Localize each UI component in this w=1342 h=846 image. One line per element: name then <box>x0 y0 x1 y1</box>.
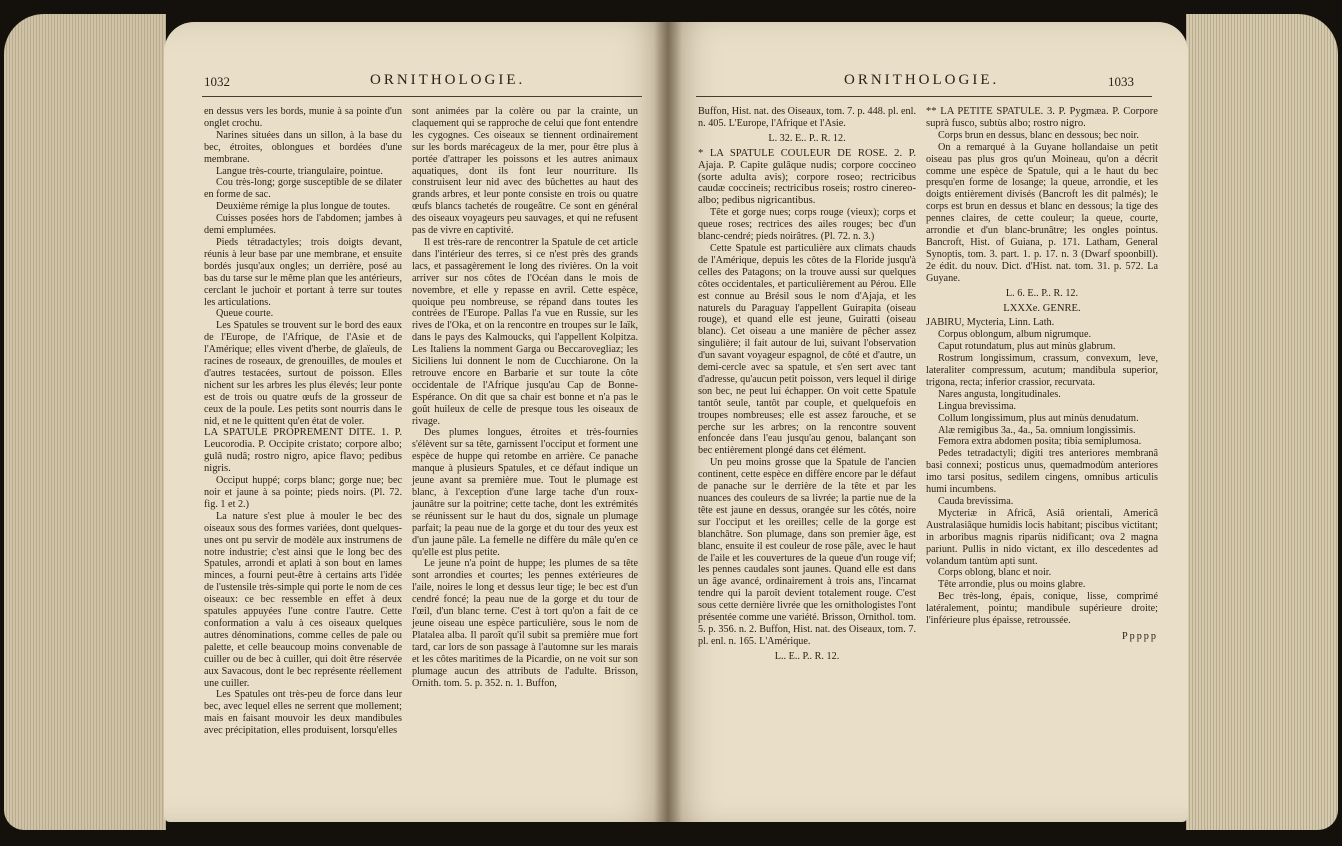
measure-line: L. 6. E.. P.. R. 12. <box>1005 287 1079 299</box>
paragraph: Buffon, Hist. nat. des Oiseaux, tom. 7. p. 448. pl. enl. n. 405. L'Europe, l'Afrique et l'Asie. <box>698 106 916 129</box>
right-column-2 <box>926 106 1158 643</box>
paragraph: Narines situées dans un sillon, à la base du bec, étroites, oblongues et bordées d'une membrane. <box>204 129 402 165</box>
paragraph: sont animées par la colère ou par la crainte, un claquement qui se rapproche de celui que font entendre les cygognes. Ces oiseaux se tiennent ordinairement sur les bords marécageux de la mer, pour être plus à portée d'attraper les poissons et les autres animaux aquatiques, dont ils font leur nourriture. Ils construisent leur nid avec des bûchettes au haut des grands arbres, et leur ponte consiste en trois ou quatre œufs blancs tachetés de rougeâtre. Ce sont en général des oiseaux voyageurs peu sauvages, et qui ne refusent pas de vivre en captivité. <box>412 106 638 237</box>
paragraph: Langue très-courte, triangulaire, pointue. <box>216 165 383 177</box>
signature-mark: Ppppp <box>1121 630 1158 642</box>
paragraph: Occiput huppé; corps blanc; gorge nue; bec noir et jaune à sa pointe; pieds noirs. (Pl. 72. fig. 1 et 2.) <box>204 475 402 510</box>
genus-name: JABIRU, Mycteria, Linn. Lath. <box>926 317 1055 329</box>
latin-trait: Cauda brevissima. <box>938 496 1014 507</box>
left-column-2 <box>412 106 638 689</box>
genus-heading: LXXXe. GENRE. <box>1003 302 1081 314</box>
paragraph: La nature s'est plue à mouler le bec des oiseaux sous des formes variées, dont quelques-unes ont pu servir de modèle aux instrumens de notre industrie; c'est ainsi que le long bec des Spatules, arrondi et aplati à son bout en lames minces, a fourni peut-être à certains arts l'idée de l'ustensile très-simple qui porte le nom de ces oiseaux: ce bec ressemble en effet à deux spatules appuyées l'une contre l'autre. Cette conformation a valu à ces oiseaux quelques autres dénominations, comme celles de pale ou palette, et celle beaucoup moins convenable de cuiller ou de bec à cuiller, qui doit être réservée aux Savacous, dont le bec représente réellement une cuiller. <box>204 510 402 689</box>
paragraph: Corps brun en dessus, blanc en dessous; bec noir. <box>938 129 1139 141</box>
open-book <box>4 0 1338 846</box>
left-page-number: 1032 <box>204 74 230 89</box>
left-column-1 <box>204 106 402 737</box>
latin-trait: Pedes tetradactyli; digiti tres anteriores membranâ basi connexi; posticus unus, quemadmodùm anteriores imo tarsi positus, sedilem cingens, omnibus articulis humi incumbens. <box>926 448 1158 496</box>
measure-line: L.. E.. P.. R. 12. <box>774 650 840 662</box>
paragraph: Cette Spatule est particulière aux climats chauds de l'Amérique, depuis les côtes de la Floride jusqu'à celles des Patagons; on la trouve aussi sur quelques côtes occidentales, et particulièrement au Pérou. Elle est connue au Brésil sous le nom d'Ajaja, et les naturels du Paraguay l'appellent Guirapita (oiseau rouge), et quand elle est jeune, Guiratti (oiseau blanc). Cet oiseau a une manière de pêcher assez singulière; il fait autour de lui, suivant l'observation d'un savant voyageur espagnol, de côté et d'autre, un demi-cercle avec sa spatule, et s'en sert avec tant d'adresse, qu'aucun petit poisson, vers lequel il dirige son bec, ne peut lui échapper. On voit cette Spatule tantôt seule, tantôt par couple, et quelquefois en troupes nombreuses; elle est assez farouche, et se perche sur les arbres; on la rencontre souvent enfoncée dans l'eau jusqu'au genou, balançant son bec entièrement plongé dans cet élément. <box>698 242 916 457</box>
left-page-edges <box>4 14 166 830</box>
right-running-head: ORNITHOLOGIE. <box>844 72 1000 88</box>
book-gutter <box>654 22 682 822</box>
paragraph: Cou très-long; gorge susceptible de se dilater en forme de sac. <box>204 177 402 201</box>
paragraph: On a remarqué à la Guyane hollandaise un petit oiseau pas plus gros qu'un Moineau, qu'on a décrit comme une espèce de Spatule, qui a le haut du bec presqu'en forme de losange; la queue, arrondie, et les doigts entièrement divisés (Bancroft les dit palmés); le corps est brun en dessus et blanc en dessous; la tige des pennes claires, de cette couleur; la queue, courte, arrondie et d'un blanc-brunâtre; les ongles pointus. Bancroft, Hist. of Guiana, p. 171. Latham, General Synoptis, tom. 3. part. 1. p. 17. n. 3 (Dwarf spoonbill). 2e édit. du nouv. Dict. d'Hist. nat. tom. 31. p. 572. La Guyane. <box>926 141 1158 284</box>
latin-trait: Alæ remigibus 3a., 4a., 5a. omnium longissimis. <box>938 424 1136 436</box>
right-header-rule <box>696 96 1152 97</box>
right-page-edges <box>1186 14 1338 830</box>
paragraph: Les Spatules se trouvent sur le bord des eaux de l'Europe, de l'Afrique, de l'Asie et de l'Amérique; elles vivent d'herbe, de glaïeuls, de racines de roseaux, de grenouilles, de moules et d'autres testacées, surtout de poisson. Elles nichent sur les arbres les plus élevés; leur ponte est de trois ou quatre œufs de la grosseur de ceux de la poule. Les petits sont nourris dans le nid, et ne le quittent qu'en état de voler. <box>204 320 402 427</box>
left-page <box>164 22 668 822</box>
latin-trait: Collum longissimum, plus aut minùs denudatum. <box>938 412 1139 424</box>
paragraph: Cuisses posées hors de l'abdomen; jambes à demi emplumées. <box>204 213 402 237</box>
paragraph: Deuxième rémige la plus longue de toutes. <box>216 201 390 213</box>
right-page-number: 1033 <box>1108 74 1134 89</box>
paragraph: Bec très-long, épais, conique, lisse, comprimé latéralement, pointu; mandibule supérieure droite; l'inférieure plus épaisse, retroussée. <box>926 591 1158 627</box>
paragraph: Tête et gorge nues; corps rouge (vieux); corps et queue roses; rectrices des ailes rouges; bec d'un blanc-cendré; pieds noirâtres. (Pl. 72. n. 3.) <box>698 207 916 243</box>
species-heading: LA SPATULE PROPREMENT DITE. 1. P. Leucorodia. P. Occipite cristato; corpore albo; gulâ nudâ; rostro nigro, apice flavo; pedibus nigris. <box>204 427 402 475</box>
latin-trait: Femora extra abdomen posita; tibia semiplumosa. <box>938 436 1142 448</box>
latin-trait: Corpus oblongum, album nigrumque. <box>938 329 1092 341</box>
measure-line: L. 32. E.. P.. R. 12. <box>768 132 846 144</box>
right-page <box>668 22 1188 822</box>
paragraph: Il est très-rare de rencontrer la Spatule de cet article dans l'intérieur des terres, si ce n'est près des grands lacs, et passagèrement le long des rivières. On la voit arriver sur nos côtes de l'Océan dans le mois de novembre, et elle y repasse en avril. Cette espèce, quoique peu nombreuse, se répand dans toutes les contrées de l'Europe. Pallas l'a vue en Russie, sur les rives de l'Oka, et on la rencontre en troupes sur le Iaïk, dans le pays des Kalmoucks, qui l'appellent Kolpitza. Les Italiens la nomment Garga ou Beccarovegliaz; les Siciliens lui donnent le nom de Cucchiarone. On la retrouve encore en Barbarie et sur toute la côte occidentale de l'Afrique jusqu'au Cap de Bonne-Espérance. On dit que sa chair est bonne et n'a pas le goût huileux de celle de presque tous les oiseaux de rivage. <box>412 236 638 427</box>
latin-trait: Rostrum longissimum, crassum, convexum, leve, lateraliter compressum, acutum; mandibula superior, trigona, recta; inferior crassior, recurvata. <box>926 353 1158 388</box>
right-column-1 <box>698 106 916 666</box>
latin-trait: Caput rotundatum, plus aut minùs glabrum. <box>938 341 1116 353</box>
paragraph: Pieds tétradactyles; trois doigts devant, réunis à leur base par une membrane, et ensuite bordés jusqu'aux ongles; un derrière, posé au bas du tarse sur le même plan que les antérieurs, cerclant le juchoir et portant à terre sur toutes les articulations. <box>204 236 402 308</box>
paragraph: Tête arrondie, plus ou moins glabre. <box>938 579 1086 591</box>
left-header-rule <box>202 96 642 97</box>
left-running-head: ORNITHOLOGIE. <box>370 72 526 88</box>
species-heading: * LA SPATULE COULEUR DE ROSE. 2. P. Ajaja. P. Capite gulâque nudis; corpore coccineo (sorte adulta avis); corpore roseo; rectricibus caudæ coccineis; rectricibus roseis; rostro cinereo-albo; pedibus nigricantibus. <box>698 147 916 207</box>
paragraph: Queue courte. <box>216 308 274 320</box>
paragraph: Des plumes longues, étroites et très-fournies s'élèvent sur sa tête, garnissent l'occiput et forment une espèce de huppe qui retombe en arrière. Ce panache manque à plusieurs Spatules, et ce défaut indique un jeune avant sa première mue. Tout le plumage est blanc, à l'exception d'une large tache d'un roux-jaunâtre sur la poitrine; cette tache, dont les extrémités se réunissent sur le haut du dos, signale un plumage parfait; la peau nue de la gorge et du tour des yeux est d'un jaune pâle. La femelle ne diffère du mâle qu'en ce qu'elle est plus petite. <box>412 427 638 558</box>
species-heading: ** LA PETITE SPATULE. 3. P. Pygmæa. P. Corpore suprà fusco, subtùs albo; rostro nigro. <box>926 106 1158 129</box>
paragraph: Corps oblong, blanc et noir. <box>938 567 1052 579</box>
paragraph: Les Spatules ont très-peu de force dans leur bec, avec lequel elles ne serrent que mollement; mais en faisant mouvoir les deux mandibules avec précipitation, elles produisent, lorsqu'elles <box>204 689 402 737</box>
latin-trait: Nares angusta, longitudinales. <box>938 388 1061 400</box>
paragraph: Le jeune n'a point de huppe; les plumes de sa tête sont arrondies et courtes; les pennes extérieures de l'aile, noires le long et dessus leur tige; le bec est d'un cendré foncé; la peau nue de la gorge et du tour de l'œil, d'un blanc terne. C'est à tort qu'on a fait de ce jeune oiseau une espèce particulière, sous le nom de Platalea alba. Il paroît qu'il subit sa première mue fort tard, car lors de son passage à l'automne sur les marais et les côtes maritimes de la Picardie, on ne voit sur son plumage aucun des attributs de l'adulte. Brisson, Ornith. tom. 5. p. 352. n. 1. Buffon, <box>412 558 638 689</box>
latin-trait: Mycteriæ in Africâ, Asiâ orientali, Americâ Australasiâque humidis locis habitant; piscibus victitant; in arboribus magnis riparüs nidificant; ova 2 magna pariunt. Pullis in nido victant, ex illo descedentes ad volandum tantùm apti sunt. <box>926 507 1158 567</box>
latin-trait: Lingua brevissima. <box>938 400 1017 412</box>
paragraph: en dessus vers les bords, munie à sa pointe d'un onglet crochu. <box>204 106 402 129</box>
paragraph: Un peu moins grosse que la Spatule de l'ancien continent, cette espèce en diffère encore par le défaut de panache sur le derrière de la tête et par les nuances des couleurs de sa livrée; la partie nue de la tête est jaune en dessus, orangée sur les côtés, noire sur l'occiput et les oreilles; celle de la gorge est blanchâtre. Son plumage, dans son premier âge, est blanc, ensuite il est couleur de rose pâle, avec le haut de l'aile et les couvertures de la queue d'un rouge vif; les pennes caudales sont jaunes. Quand elle est dans un âge avancé, ordinairement à trois ans, l'incarnat tendre qui la paroît devient totalement rouge. C'est sous cette dernière livrée que les ornithologistes l'ont présentée comme une variété. Brisson, Ornithol. tom. 5. p. 356. n. 2. Buffon, Hist. nat. des Oiseaux, tom. 7. pl. enl. n. 165. L'Amérique. <box>698 457 916 647</box>
